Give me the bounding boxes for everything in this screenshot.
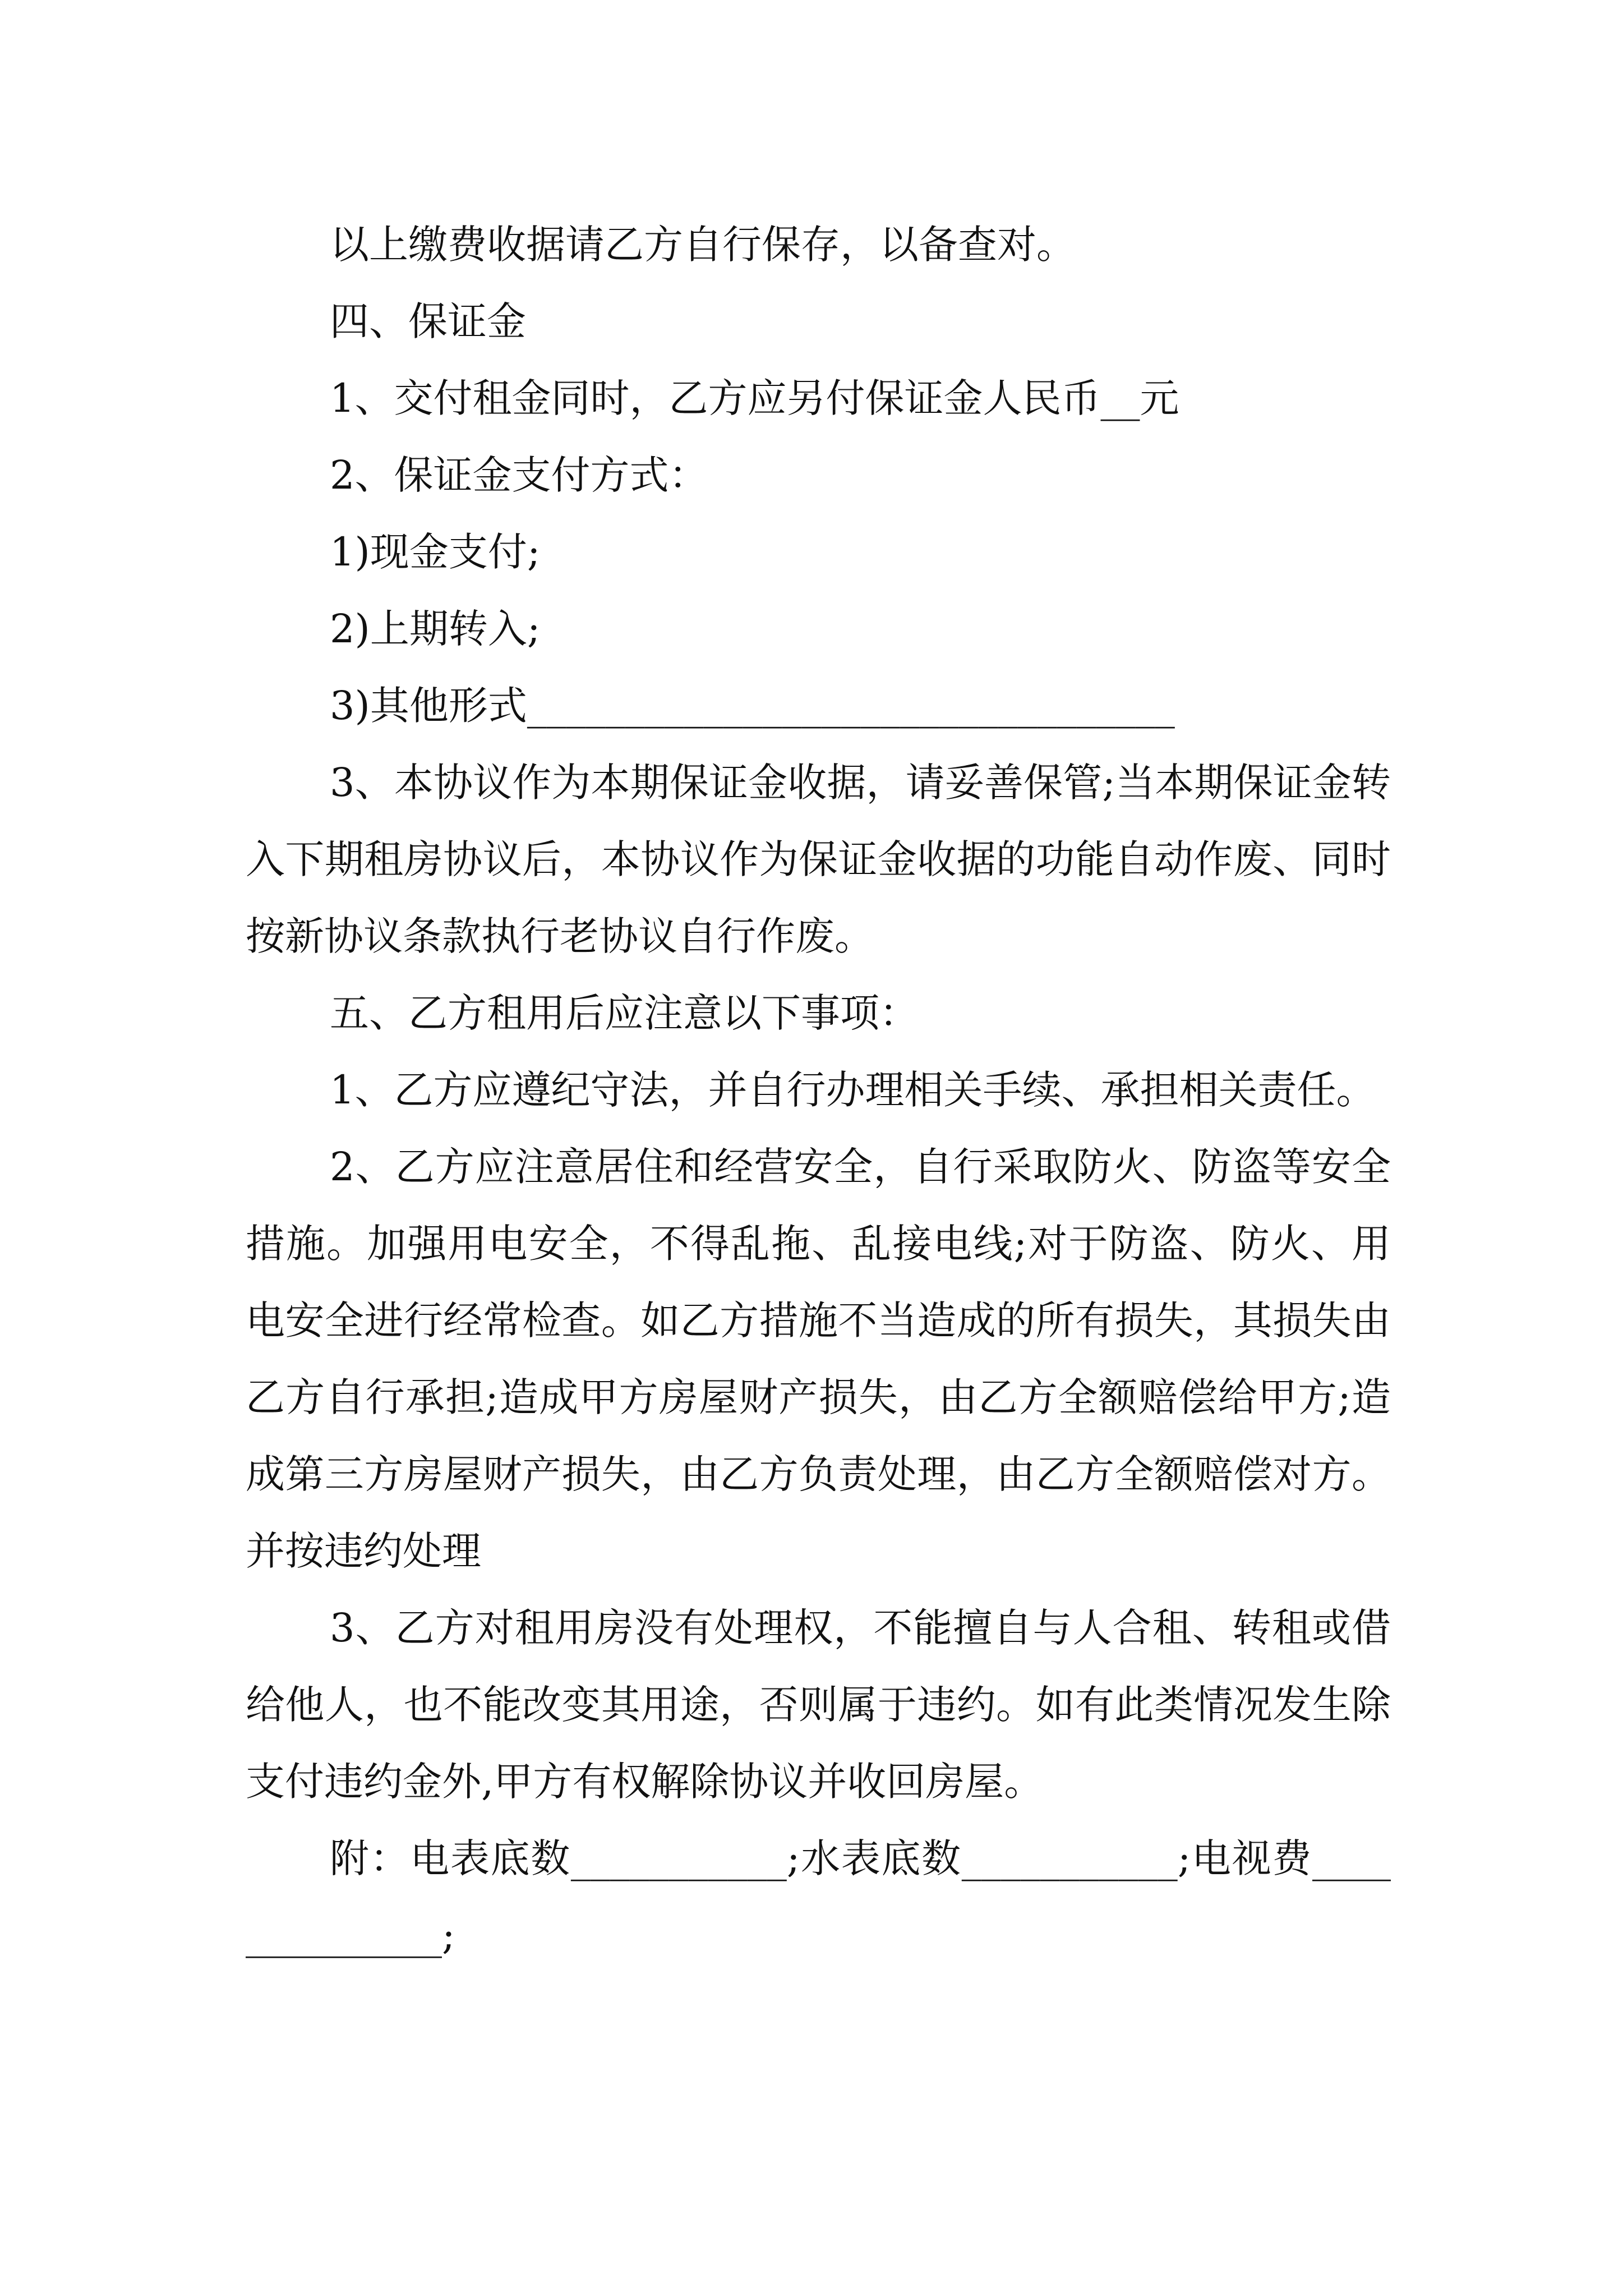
paragraph-tenant-law: 1、乙方应遵纪守法，并自行办理相关手续、承担相关责任。 [330, 1067, 1376, 1113]
section-heading-tenant-notes: 五、乙方租用后应注意以下事项： [330, 990, 919, 1036]
paragraph-deposit-method: 2、保证金支付方式： [330, 452, 708, 498]
paragraph-appendix-meters: 附：电表底数___________;水表底数___________;电视费______________; [246, 1835, 1391, 1958]
paragraph-receipt-note: 以上缴费收据请乙方自行保存，以备查对。 [330, 222, 1076, 268]
paragraph-tenant-safety: 2、乙方应注意居住和经营安全，自行采取防火、防盗等安全措施。加强用电安全，不得乱拖、乱接电线;对于防盗、防火、用电安全进行经常检查。如乙方措施不当造成的所有损失，其损失由乙方自行承担;造成甲方房屋财产损失，由乙方全额赔偿给甲方;造成第三方房屋财产损失，由乙方负责处理，由乙方全额赔偿对方。并按违约处理 [246, 1144, 1391, 1574]
list-item-other: 3)其他形式_________________________________ [330, 683, 1175, 729]
paragraph-tenant-rights: 3、乙方对租用房没有处理权，不能擅自与人合租、转租或借给他人，也不能改变其用途，否则属于违约。如有此类情况发生除支付违约金外,甲方有权解除协议并收回房屋。 [246, 1605, 1391, 1805]
list-item-transfer: 2)上期转入; [330, 606, 541, 652]
section-heading-deposit: 四、保证金 [330, 298, 526, 344]
paragraph-deposit-receipt: 3、本协议作为本期保证金收据，请妥善保管;当本期保证金转入下期租房协议后，本协议作为保证金收据的功能自动作废、同时按新协议条款执行老协议自行作废。 [246, 760, 1391, 959]
document-body [246, 206, 1391, 1974]
list-item-cash: 1)现金支付; [330, 529, 541, 575]
paragraph-deposit-amount: 1、交付租金同时，乙方应另付保证金人民币__元 [330, 375, 1179, 421]
